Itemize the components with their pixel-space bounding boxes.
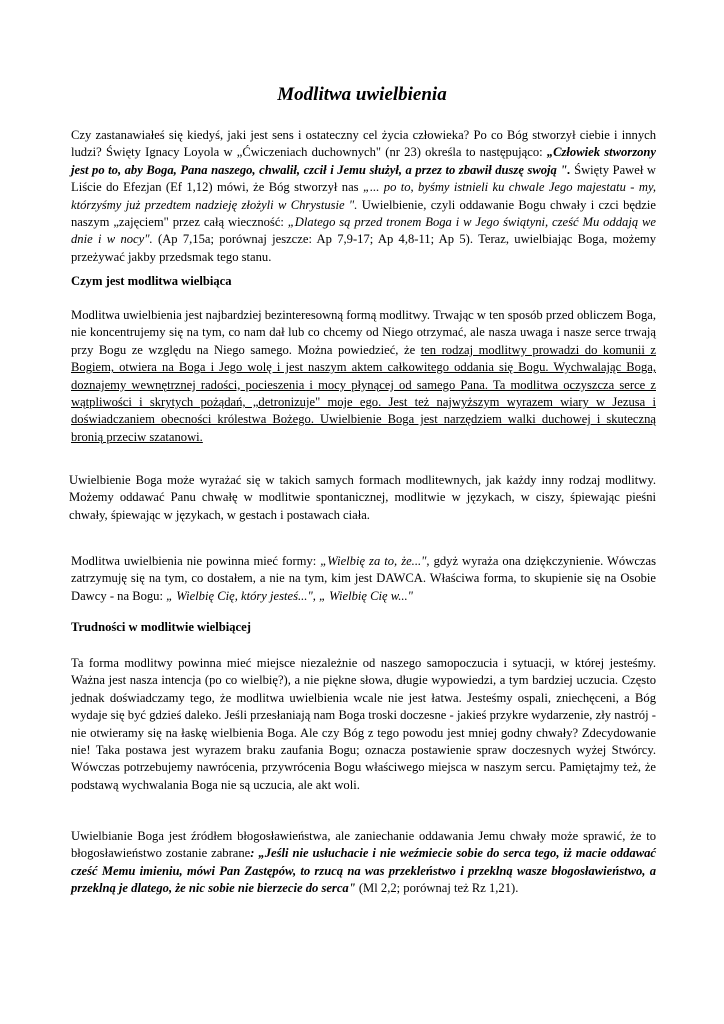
paragraph-difficulties: Ta forma modlitwy powinna mieć miejsce niezależnie od naszego samopoczucia i sytuacji, w której jesteśmy. Ważna jest nasza intencja (po co wielbię?), a nie piękne słowa, długie wypowiedzi, a tym bardziej uczucia. Często jednak doświadczamy tego, że modlitwa uwielbienia wcale nie jest łatwa. Jesteśmy ospali, zniechęceni, a Bóg wydaje się być gdzieś daleko. Jeśli przesłaniają nam Boga troski doczesne - jakieś przykre wydarzenie, zły nastrój - nie otwieramy się na łaskę wielbienia Boga. Ale czy Bóg z tego powodu jest mniej godny chwały? Zdecydowanie nie! Taka postawa jest wyrazem braku zaufania Bogu; oznacza postawienie spraw doczesnych wyżej Stwórcy. Wówczas potrzebujemy nawrócenia, przywrócenia Bogu właściwego miejsca w naszym sercu. Pamiętajmy też, że podstawą wychwalania Boga nie są uczucia, ale akt woli. (71, 656, 656, 792)
intro-text-3: Uwielbienie, czyli oddawanie Bogu chwały i czci będzie naszym „zajęciem" przez całą wieczność: (71, 197, 656, 230)
blessing-text-1: Uwielbianie Boga jest źródłem błogosławieństwa, ale zaniechanie oddawania Jemu chwały może sprawić, że to błogosławieństwo zostanie zabrane (71, 829, 656, 861)
paragraph-blessing (71, 828, 656, 898)
paragraph-intro (71, 127, 656, 266)
intro-text-4: (Ap 7,15a; porównaj jeszcze: Ap 7,9-17; Ap 4,8-11; Ap 5). Teraz, uwielbiając Boga, możemy przeżywać jakby przedsmak tego stanu. (71, 232, 656, 264)
page-title: Modlitwa uwielbienia (277, 84, 447, 105)
proper-form-text-2: , gdyż wyraża ona dziękczynienie. Wówczas zatrzymuję się na tym, co dostałem, a nie na tym, kim jest DAWCA. Właściwa forma, to skupienie się na Osobie Dawcy - na Bogu: (71, 554, 656, 603)
section-heading-what-is: Czym jest modlitwa wielbiąca (71, 274, 232, 288)
intro-text-2: Święty Paweł w Liście do Efezjan (Ef 1,12) mówi, że Bóg stworzył nas (71, 162, 656, 195)
paragraph-forms: Uwielbienie Boga może wyrażać się w takich samych formach modlitewnych, jak każdy inny rodzaj modlitwy. Możemy oddawać Panu chwałę w modlitwie spontanicznej, modlitwie w językach, w ciszy, śpiewając pieśni chwały, śpiewając w językach, w gestach i postawach ciała. (69, 473, 656, 522)
proper-form-text-1: Modlitwa uwielbienia nie powinna mieć formy: (71, 554, 321, 568)
paragraph-definition (71, 307, 656, 446)
intro-quote-apocalypse: „Dlatego są przed tronem Boga i w Jego świątyni, cześć Mu oddają we dnie i w nocy". (71, 215, 656, 247)
blessing-text-2: (Ml 2,2; porównaj też Rz 1,21). (355, 881, 519, 896)
definition-text: Modlitwa uwielbienia jest najbardziej bezinteresowną formą modlitwy. Trwając w ten sposób przed obliczem Boga, nie koncentrujemy się na tym, co nam dał lub co chcemy od Niego otrzymać, ale nasza uwaga i nasze serce trwają przy Bogu ze względu na Niego samego. Można powiedzieć, że (71, 308, 656, 357)
definition-underlined-text: ten rodzaj modlitwy prowadzi do komunii z Bogiem, otwiera na Boga i Jego wolę i jest naszym aktem całkowitego oddania się Bogu. Wychwalając Boga, doznajemy wewnętrznej radości, pocieszenia i mocy płynącej od samego Pana. Ta modlitwa oczyszcza serce z wątpliwości i skrytych pożądań, „detronizuje" moje ego. Jest też najwyższym wyrazem wiary w Jezusa i doświadczaniem obecności królestwa Bożego. Uwielbienie Boga jest narzędziem walki duchowej i skuteczną bronią przeciw szatanowi. (71, 342, 657, 444)
paragraph-proper-form (71, 553, 656, 605)
section-heading-difficulties: Trudności w modlitwie wielbiącej (71, 620, 251, 634)
intro-text-1: Czy zastanawiałeś się kiedyś, jaki jest sens i ostateczny cel życia człowieka? Po co Bóg stworzył ciebie i innych ludzi? Święty Ignacy Loyola w „Ćwiczeniach duchownych" (nr 23) określa to następująco: (71, 128, 656, 160)
intro-quote-ignatius: „Człowiek stworzony jest po to, aby Boga, Pana naszego, chwalił, czcił i Jemu służył, a przez to zbawił duszę swoją ". (71, 145, 656, 177)
blessing-quote-malachi: : „Jeśli nie usłuchacie i nie weźmiecie sobie do serca tego, iż macie oddawać cześć Memu imieniu, mówi Pan Zastępów, to rzucą na was przekleństwo i przeklną wasze błogosławieństwo, a przeklną je dlatego, że nic sobie nie bierzecie do serca" (71, 846, 656, 896)
proper-form-quote-1: „Wielbię za to, że..." (320, 554, 427, 568)
intro-quote-ephesians: „... po to, byśmy istnieli ku chwale Jego majestatu - my, którzyśmy już przedtem nadzieję złożyli w Chrystusie ". (71, 180, 656, 212)
proper-form-quote-2: „ Wielbię Cię, który jesteś...", „ Wielbię Cię w..." (166, 588, 413, 603)
